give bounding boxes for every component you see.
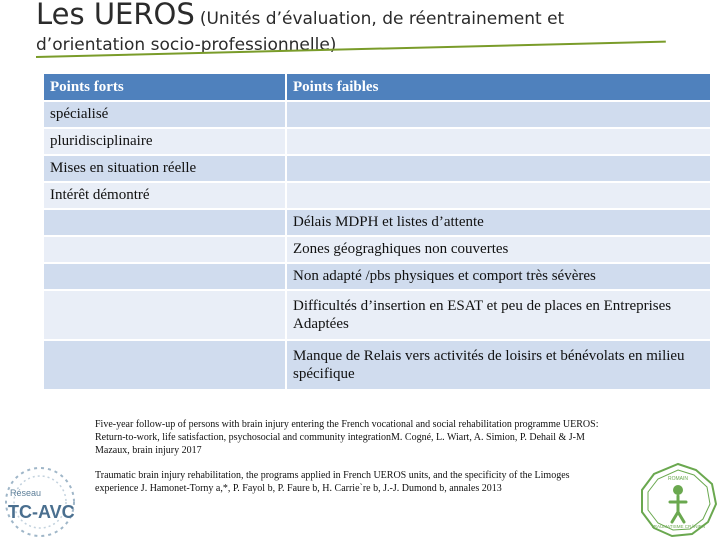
table-row <box>43 236 711 263</box>
cell-weakness: Difficultés d’insertion en ESAT et peu de places en Entreprises Adaptées <box>286 290 711 340</box>
logo-right-bottom-text: TRAUMATISME CRÂNIEN <box>651 524 705 529</box>
title-line2: d’orientation socio-professionnelle) <box>36 35 337 55</box>
cell-weakness: Non adapté /pbs physiques et comport très sévères <box>286 263 711 290</box>
table-row <box>43 155 711 182</box>
logo-left-top-text: Réseau <box>10 488 42 498</box>
cell-strength <box>43 236 286 263</box>
table-row <box>43 182 711 209</box>
cell-strength: pluridisciplinaire <box>43 128 286 155</box>
cell-strength <box>43 263 286 290</box>
cell-weakness <box>286 182 711 209</box>
reference-2: Traumatic brain injury rehabilitation, the programs applied in French UEROS units, and the specificity of the Limoges experience J. Hamonet-Torny a,*, P. Fayol b, P. Faure b, H. Carrie`re b, J.-J. Dumond b, annales 2013 <box>95 470 570 494</box>
header-points-faibles: Points faibles <box>286 73 711 101</box>
logo-left-main-text: TC-AVC <box>8 502 75 522</box>
cell-strength <box>43 290 286 340</box>
table-row <box>43 290 711 340</box>
cell-weakness: Manque de Relais vers activités de loisirs et bénévolats en milieu spécifique <box>286 340 711 390</box>
cell-weakness <box>286 128 711 155</box>
reseau-tc-avc-logo <box>0 462 92 540</box>
cell-strength: Intérêt démontré <box>43 182 286 209</box>
table-row <box>43 128 711 155</box>
cell-strength: spécialisé <box>43 101 286 128</box>
traumatisme-cranien-badge-logo <box>636 460 720 540</box>
cell-strength <box>43 209 286 236</box>
cell-weakness <box>286 155 711 182</box>
slide-title <box>36 0 706 54</box>
cell-strength: Mises en situation réelle <box>43 155 286 182</box>
header-points-forts: Points forts <box>43 73 286 101</box>
reference-1: Five-year follow-up of persons with brain injury entering the French vocational and social rehabilitation programme UEROS: Return-to-work, life satisfaction, psychosocial and community integrationM. Cogné, L. Wiart, A. Simion, P. Dehail & J-M Mazaux, brain injury 2017 <box>95 419 599 456</box>
table-row <box>43 340 711 390</box>
title-main: Les UEROS <box>36 0 195 31</box>
references <box>95 418 615 507</box>
cell-weakness <box>286 101 711 128</box>
cell-weakness: Délais MDPH et listes d’attente <box>286 209 711 236</box>
strengths-weaknesses-table <box>42 72 712 391</box>
table-row <box>43 263 711 290</box>
table-row <box>43 209 711 236</box>
cell-strength <box>43 340 286 390</box>
title-sub: (Unités d’évaluation, de réentrainement et <box>199 9 565 29</box>
cell-weakness: Zones géograghiques non couvertes <box>286 236 711 263</box>
table-row <box>43 101 711 128</box>
logo-right-top-text: ROMAIN <box>668 476 688 482</box>
table-header-row <box>43 73 711 101</box>
